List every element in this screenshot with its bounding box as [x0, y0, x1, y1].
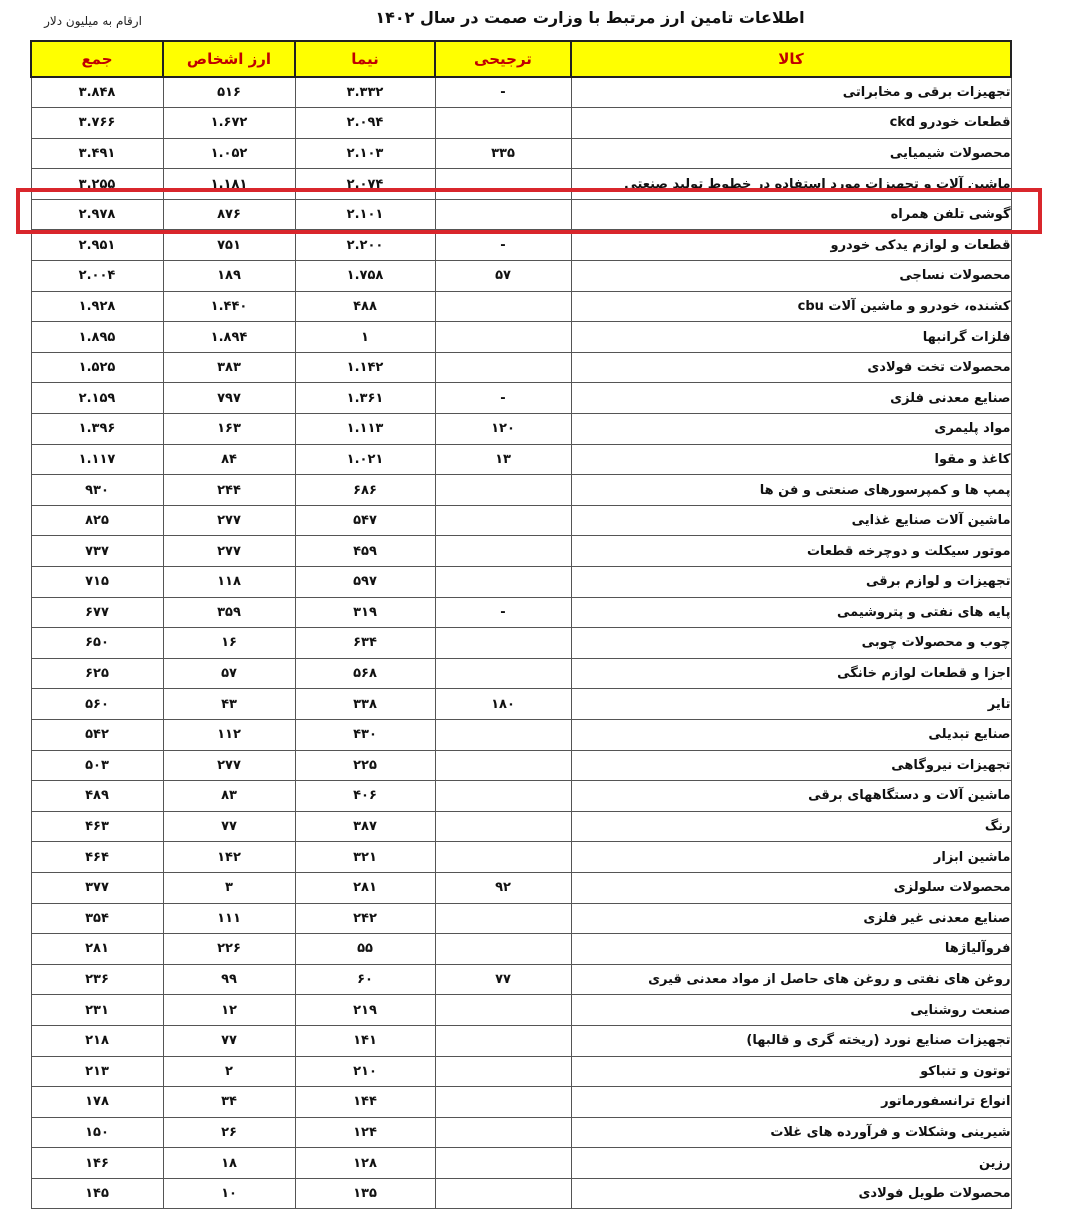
table-row	[31, 322, 1011, 353]
table-row	[31, 842, 1011, 873]
table-row	[31, 1087, 1011, 1118]
cell-nima: ۶۸۶	[295, 475, 435, 506]
cell-preferential: ۱۸۰	[435, 689, 571, 720]
cell-total: ۱.۱۱۷	[31, 444, 163, 475]
cell-goods: صنایع معدنی غیر فلزی	[571, 903, 1011, 934]
cell-preferential	[435, 1087, 571, 1118]
page-title: اطلاعات تامین ارز مرتبط با وزارت صمت در سال ۱۴۰۲	[375, 8, 805, 27]
cell-preferential: ۵۷	[435, 261, 571, 292]
table-row	[31, 414, 1011, 445]
cell-personal-currency: ۱.۱۸۱	[163, 169, 295, 200]
cell-preferential	[435, 628, 571, 659]
cell-nima: ۴۵۹	[295, 536, 435, 567]
cell-nima: ۲۲۵	[295, 750, 435, 781]
cell-goods: موتور سیکلت و دوچرخه قطعات	[571, 536, 1011, 567]
cell-total: ۶۷۷	[31, 597, 163, 628]
cell-personal-currency: ۴۳	[163, 689, 295, 720]
table-row	[31, 934, 1011, 965]
cell-total: ۴۶۴	[31, 842, 163, 873]
cell-total: ۲۸۱	[31, 934, 163, 965]
cell-goods: ماشین آلات و دستگاههای برقی	[571, 781, 1011, 812]
table-row	[31, 597, 1011, 628]
cell-preferential	[435, 1148, 571, 1179]
cell-nima: ۳۳۸	[295, 689, 435, 720]
cell-goods: تجهیزات نیروگاهی	[571, 750, 1011, 781]
cell-total: ۲۳۶	[31, 964, 163, 995]
cell-goods: صنایع معدنی فلزی	[571, 383, 1011, 414]
cell-total: ۳۷۷	[31, 872, 163, 903]
table-row	[31, 444, 1011, 475]
cell-personal-currency: ۷۷	[163, 1025, 295, 1056]
table-row	[31, 628, 1011, 659]
cell-total: ۲.۰۰۴	[31, 261, 163, 292]
col-header-total: جمع	[31, 41, 163, 77]
cell-preferential	[435, 169, 571, 200]
table-row	[31, 1178, 1011, 1209]
currency-table	[30, 40, 1012, 1209]
cell-preferential: ۷۷	[435, 964, 571, 995]
cell-personal-currency: ۹۹	[163, 964, 295, 995]
cell-goods: محصولات شیمیایی	[571, 138, 1011, 169]
cell-nima: ۱.۳۶۱	[295, 383, 435, 414]
cell-preferential	[435, 352, 571, 383]
cell-preferential	[435, 811, 571, 842]
cell-nima: ۴۸۸	[295, 291, 435, 322]
cell-nima: ۱۴۴	[295, 1087, 435, 1118]
table-row	[31, 658, 1011, 689]
cell-nima: ۱۲۸	[295, 1148, 435, 1179]
table-row	[31, 1056, 1011, 1087]
cell-personal-currency: ۱۲	[163, 995, 295, 1026]
table-row	[31, 872, 1011, 903]
cell-nima: ۲۸۱	[295, 872, 435, 903]
cell-nima: ۲۱۹	[295, 995, 435, 1026]
cell-goods: صنایع تبدیلی	[571, 719, 1011, 750]
cell-personal-currency: ۲	[163, 1056, 295, 1087]
table-row	[31, 475, 1011, 506]
cell-total: ۱.۵۲۵	[31, 352, 163, 383]
table-row	[31, 77, 1011, 108]
cell-nima: ۲.۰۷۴	[295, 169, 435, 200]
cell-goods: پایه های نفتی و پتروشیمی	[571, 597, 1011, 628]
table-row	[31, 1148, 1011, 1179]
cell-personal-currency: ۲۷۷	[163, 505, 295, 536]
cell-total: ۱۷۸	[31, 1087, 163, 1118]
cell-total: ۲.۹۵۱	[31, 230, 163, 261]
cell-personal-currency: ۱.۸۹۴	[163, 322, 295, 353]
cell-total: ۷۱۵	[31, 567, 163, 598]
cell-goods: گوشی تلفن همراه	[571, 199, 1011, 230]
cell-nima: ۳.۳۳۲	[295, 77, 435, 108]
cell-preferential: ۹۲	[435, 872, 571, 903]
cell-nima: ۱۴۱	[295, 1025, 435, 1056]
cell-goods: قطعات خودرو ckd	[571, 108, 1011, 139]
table-row	[31, 230, 1011, 261]
header-row	[31, 41, 1011, 77]
cell-goods: اجزا و قطعات لوازم خانگی	[571, 658, 1011, 689]
cell-preferential	[435, 291, 571, 322]
cell-total: ۳.۲۵۵	[31, 169, 163, 200]
cell-personal-currency: ۱.۶۷۲	[163, 108, 295, 139]
cell-nima: ۱.۰۲۱	[295, 444, 435, 475]
cell-personal-currency: ۱.۰۵۲	[163, 138, 295, 169]
table-row	[31, 689, 1011, 720]
table-row	[31, 169, 1011, 200]
cell-personal-currency: ۳۵۹	[163, 597, 295, 628]
table-row	[31, 138, 1011, 169]
cell-nima: ۱	[295, 322, 435, 353]
cell-goods: پمپ ها و کمپرسورهای صنعتی و فن ها	[571, 475, 1011, 506]
cell-preferential: -	[435, 230, 571, 261]
cell-preferential	[435, 475, 571, 506]
cell-personal-currency: ۱۸	[163, 1148, 295, 1179]
cell-nima: ۱.۷۵۸	[295, 261, 435, 292]
cell-nima: ۲.۰۹۴	[295, 108, 435, 139]
table-row	[31, 903, 1011, 934]
cell-total: ۳.۷۶۶	[31, 108, 163, 139]
cell-goods: رنگ	[571, 811, 1011, 842]
cell-nima: ۴۳۰	[295, 719, 435, 750]
cell-goods: محصولات نساجی	[571, 261, 1011, 292]
cell-total: ۲۳۱	[31, 995, 163, 1026]
cell-goods: ماشین ابزار	[571, 842, 1011, 873]
table-row	[31, 352, 1011, 383]
cell-total: ۳.۸۴۸	[31, 77, 163, 108]
cell-total: ۹۳۰	[31, 475, 163, 506]
cell-goods: محصولات سلولزی	[571, 872, 1011, 903]
cell-goods: تایر	[571, 689, 1011, 720]
cell-personal-currency: ۵۷	[163, 658, 295, 689]
cell-personal-currency: ۲۴۴	[163, 475, 295, 506]
cell-nima: ۲۴۲	[295, 903, 435, 934]
cell-total: ۴۶۳	[31, 811, 163, 842]
cell-goods: تجهیزات صنایع نورد (ریخته گری و قالبها)	[571, 1025, 1011, 1056]
table-row	[31, 199, 1011, 230]
cell-preferential	[435, 567, 571, 598]
cell-goods: تجهیزات و لوازم برقی	[571, 567, 1011, 598]
cell-personal-currency: ۱۱۲	[163, 719, 295, 750]
cell-total: ۱۴۵	[31, 1178, 163, 1209]
cell-goods: چوب و محصولات چوبی	[571, 628, 1011, 659]
cell-personal-currency: ۸۷۶	[163, 199, 295, 230]
cell-goods: کشنده، خودرو و ماشین آلات cbu	[571, 291, 1011, 322]
cell-personal-currency: ۳	[163, 872, 295, 903]
cell-goods: تجهیزات برقی و مخابراتی	[571, 77, 1011, 108]
cell-total: ۳.۴۹۱	[31, 138, 163, 169]
cell-nima: ۲.۲۰۰	[295, 230, 435, 261]
cell-preferential	[435, 995, 571, 1026]
cell-preferential	[435, 934, 571, 965]
cell-goods: ماشین آلات صنایع غذایی	[571, 505, 1011, 536]
cell-goods: شیرینی وشکلات و فرآورده های غلات	[571, 1117, 1011, 1148]
cell-personal-currency: ۷۷	[163, 811, 295, 842]
cell-personal-currency: ۸۳	[163, 781, 295, 812]
cell-nima: ۶۰	[295, 964, 435, 995]
cell-goods: رزین	[571, 1148, 1011, 1179]
cell-total: ۵۶۰	[31, 689, 163, 720]
cell-personal-currency: ۱۶	[163, 628, 295, 659]
cell-personal-currency: ۱۶۳	[163, 414, 295, 445]
cell-total: ۳۵۴	[31, 903, 163, 934]
cell-nima: ۱.۱۴۲	[295, 352, 435, 383]
cell-personal-currency: ۱۱۸	[163, 567, 295, 598]
cell-nima: ۱.۱۱۳	[295, 414, 435, 445]
cell-personal-currency: ۷۵۱	[163, 230, 295, 261]
cell-total: ۲.۹۷۸	[31, 199, 163, 230]
col-header-nima: نیما	[295, 41, 435, 77]
cell-personal-currency: ۷۹۷	[163, 383, 295, 414]
cell-preferential	[435, 781, 571, 812]
cell-personal-currency: ۲۲۶	[163, 934, 295, 965]
cell-total: ۱۴۶	[31, 1148, 163, 1179]
cell-total: ۴۸۹	[31, 781, 163, 812]
cell-personal-currency: ۲۷۷	[163, 750, 295, 781]
cell-total: ۶۵۰	[31, 628, 163, 659]
cell-personal-currency: ۲۷۷	[163, 536, 295, 567]
cell-total: ۵۰۳	[31, 750, 163, 781]
table-row	[31, 108, 1011, 139]
table-row	[31, 811, 1011, 842]
table-row	[31, 781, 1011, 812]
cell-total: ۱.۸۹۵	[31, 322, 163, 353]
cell-personal-currency: ۱.۴۴۰	[163, 291, 295, 322]
table-row	[31, 505, 1011, 536]
table-row	[31, 536, 1011, 567]
cell-total: ۲۱۸	[31, 1025, 163, 1056]
table-row	[31, 750, 1011, 781]
cell-preferential: ۱۳	[435, 444, 571, 475]
table-row	[31, 261, 1011, 292]
table-row	[31, 1117, 1011, 1148]
cell-total: ۱۵۰	[31, 1117, 163, 1148]
cell-goods: محصولات طویل فولادی	[571, 1178, 1011, 1209]
cell-preferential	[435, 1178, 571, 1209]
cell-goods: کاغذ و مقوا	[571, 444, 1011, 475]
cell-goods: فروآلیاژها	[571, 934, 1011, 965]
cell-preferential: -	[435, 77, 571, 108]
cell-personal-currency: ۱۰	[163, 1178, 295, 1209]
cell-preferential	[435, 536, 571, 567]
cell-nima: ۶۳۴	[295, 628, 435, 659]
cell-total: ۲۱۳	[31, 1056, 163, 1087]
cell-preferential: ۳۳۵	[435, 138, 571, 169]
cell-nima: ۴۰۶	[295, 781, 435, 812]
cell-goods: ماشین آلات و تجهیزات مورد استفاده در خطوط تولید صنعتی	[571, 169, 1011, 200]
cell-nima: ۲۱۰	[295, 1056, 435, 1087]
cell-nima: ۳۸۷	[295, 811, 435, 842]
cell-goods: قطعات و لوازم یدکی خودرو	[571, 230, 1011, 261]
cell-total: ۲.۱۵۹	[31, 383, 163, 414]
cell-goods: مواد پلیمری	[571, 414, 1011, 445]
cell-personal-currency: ۳۴	[163, 1087, 295, 1118]
table-row	[31, 719, 1011, 750]
col-header-goods: کالا	[571, 41, 1011, 77]
cell-nima: ۱۳۵	[295, 1178, 435, 1209]
table-body	[31, 77, 1011, 1209]
cell-preferential	[435, 842, 571, 873]
cell-preferential	[435, 750, 571, 781]
table-row	[31, 964, 1011, 995]
cell-goods: انواع ترانسفورماتور	[571, 1087, 1011, 1118]
cell-goods: صنعت روشنایی	[571, 995, 1011, 1026]
cell-nima: ۵۵	[295, 934, 435, 965]
table-row	[31, 1025, 1011, 1056]
table-row	[31, 383, 1011, 414]
cell-preferential	[435, 1117, 571, 1148]
cell-preferential	[435, 903, 571, 934]
cell-personal-currency: ۲۶	[163, 1117, 295, 1148]
cell-preferential	[435, 108, 571, 139]
cell-personal-currency: ۵۱۶	[163, 77, 295, 108]
cell-goods: محصولات تخت فولادی	[571, 352, 1011, 383]
cell-preferential	[435, 322, 571, 353]
cell-nima: ۲.۱۰۱	[295, 199, 435, 230]
table-row	[31, 995, 1011, 1026]
cell-nima: ۵۹۷	[295, 567, 435, 598]
cell-preferential: -	[435, 383, 571, 414]
units-note: ارقام به میلیون دلار	[44, 14, 142, 28]
cell-total: ۷۳۷	[31, 536, 163, 567]
cell-preferential	[435, 199, 571, 230]
cell-personal-currency: ۳۸۳	[163, 352, 295, 383]
cell-personal-currency: ۱۱۱	[163, 903, 295, 934]
cell-goods: فلزات گرانبها	[571, 322, 1011, 353]
cell-nima: ۵۶۸	[295, 658, 435, 689]
cell-total: ۶۲۵	[31, 658, 163, 689]
cell-total: ۱.۳۹۶	[31, 414, 163, 445]
cell-total: ۱.۹۲۸	[31, 291, 163, 322]
cell-preferential: -	[435, 597, 571, 628]
cell-preferential	[435, 1025, 571, 1056]
cell-preferential: ۱۲۰	[435, 414, 571, 445]
cell-preferential	[435, 658, 571, 689]
cell-personal-currency: ۱۸۹	[163, 261, 295, 292]
cell-preferential	[435, 505, 571, 536]
cell-goods: توتون و تنباکو	[571, 1056, 1011, 1087]
cell-goods: روغن های نفتی و روغن های حاصل از مواد معدنی قیری	[571, 964, 1011, 995]
table-row	[31, 291, 1011, 322]
cell-nima: ۲.۱۰۳	[295, 138, 435, 169]
cell-total: ۸۲۵	[31, 505, 163, 536]
cell-nima: ۳۲۱	[295, 842, 435, 873]
col-header-personal-currency: ارز اشخاص	[163, 41, 295, 77]
cell-preferential	[435, 719, 571, 750]
table-row	[31, 567, 1011, 598]
cell-nima: ۱۲۴	[295, 1117, 435, 1148]
col-header-preferential: ترجیحی	[435, 41, 571, 77]
cell-total: ۵۴۲	[31, 719, 163, 750]
cell-nima: ۳۱۹	[295, 597, 435, 628]
cell-personal-currency: ۱۴۲	[163, 842, 295, 873]
cell-preferential	[435, 1056, 571, 1087]
cell-nima: ۵۴۷	[295, 505, 435, 536]
cell-personal-currency: ۸۴	[163, 444, 295, 475]
